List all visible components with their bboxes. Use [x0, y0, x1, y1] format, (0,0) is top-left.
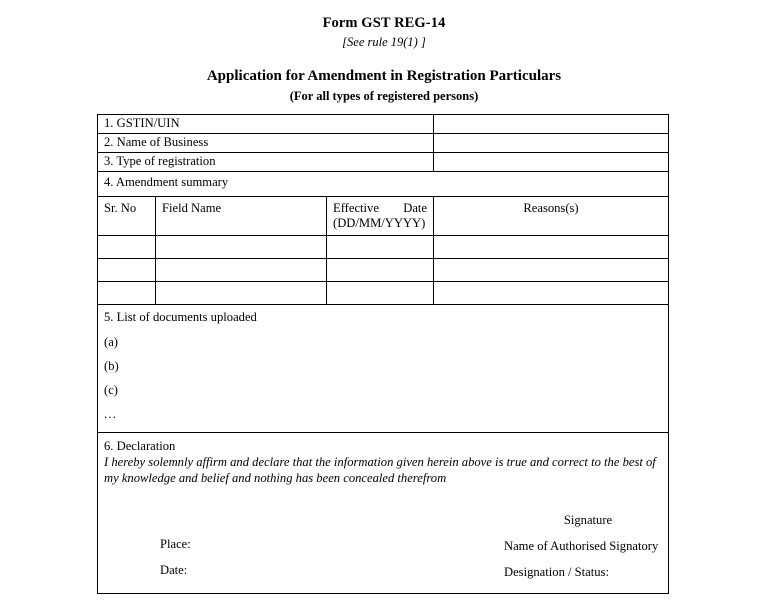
business-name-value	[434, 134, 668, 152]
gstin-value-cell[interactable]	[434, 115, 669, 134]
amendment-summary-heading-cell	[98, 172, 669, 197]
document-header	[0, 0, 768, 104]
cell-sr-no[interactable]	[98, 259, 156, 282]
cell-value-field-name	[156, 282, 326, 302]
signature-block	[104, 513, 662, 587]
declaration-text: I hereby solemnly affirm and declare that the information given herein above is true and correct to the best of my knowledge and belief and nothing has been concealed therefrom	[104, 455, 656, 486]
table-row-gstin	[98, 115, 669, 134]
form-table-container	[97, 114, 668, 594]
list-item: (a)	[104, 334, 118, 349]
authorised-signatory-label: Name of Authorised Signatory	[504, 539, 659, 554]
cell-value-field-name	[156, 259, 326, 279]
business-name-value-cell[interactable]	[434, 134, 669, 153]
column-header-effective-date: Effective Date	[333, 201, 427, 216]
gstin-label: 1. GSTIN/UIN	[104, 116, 180, 130]
documents-cell	[98, 305, 669, 433]
cell-field-name[interactable]	[156, 259, 327, 282]
column-header-sr-no-cell	[98, 197, 156, 236]
cell-reasons[interactable]	[434, 282, 669, 305]
page-title: Application for Amendment in Registration Particulars	[206, 68, 562, 84]
cell-value-sr-no	[98, 282, 155, 302]
documents-heading: 5. List of documents uploaded	[104, 310, 257, 325]
amendment-column-headers	[98, 197, 669, 236]
list-item-ellipsis: ...	[104, 406, 118, 421]
table-row-declaration	[98, 432, 669, 593]
date-label: Date:	[160, 563, 188, 578]
table-row	[98, 259, 669, 282]
cell-value-reasons	[434, 236, 668, 256]
cell-value-reasons	[434, 282, 668, 302]
cell-value-sr-no	[98, 236, 155, 256]
rule-reference: [See rule 19(1) ]	[342, 35, 426, 50]
registration-type-value-cell[interactable]	[434, 153, 669, 172]
table-row-amendment-summary-heading	[98, 172, 669, 197]
cell-field-name[interactable]	[156, 236, 327, 259]
business-name-label: 2. Name of Business	[104, 135, 209, 150]
column-header-field-name: Field Name	[162, 201, 222, 216]
table-row	[98, 282, 669, 305]
list-item: (c)	[104, 382, 118, 397]
cell-value-effective-date	[327, 259, 433, 279]
column-header-sr-no: Sr. No	[104, 201, 137, 216]
table-row-registration-type	[98, 153, 669, 172]
gstin-value	[434, 115, 668, 133]
cell-reasons[interactable]	[434, 236, 669, 259]
table-row-documents	[98, 305, 669, 433]
signature-label: Signature	[563, 513, 613, 528]
registration-amendment-table	[97, 114, 669, 594]
form-number: Form GST REG-14	[322, 15, 446, 31]
cell-field-name[interactable]	[156, 282, 327, 305]
cell-value-effective-date	[327, 282, 433, 302]
place-date-block	[160, 537, 191, 589]
signatory-block	[504, 513, 672, 591]
cell-reasons[interactable]	[434, 259, 669, 282]
list-item: (b)	[104, 358, 119, 373]
registration-type-value	[434, 153, 668, 171]
column-header-date-format: (DD/MM/YYYY)	[333, 216, 426, 231]
cell-value-sr-no	[98, 259, 155, 279]
declaration-heading: 6. Declaration	[104, 438, 176, 453]
designation-label: Designation / Status:	[504, 565, 609, 580]
column-header-reasons: Reasons(s)	[523, 201, 579, 216]
cell-value-effective-date	[327, 236, 433, 256]
registration-type-label-cell	[98, 153, 434, 172]
cell-effective-date[interactable]	[327, 236, 434, 259]
column-header-effective-date-cell	[327, 197, 434, 236]
cell-sr-no[interactable]	[98, 236, 156, 259]
cell-value-reasons	[434, 259, 668, 279]
cell-effective-date[interactable]	[327, 259, 434, 282]
column-header-field-name-cell	[156, 197, 327, 236]
amendment-summary-heading: 4. Amendment summary	[104, 175, 229, 190]
declaration-cell	[98, 432, 669, 593]
registration-type-label: 3. Type of registration	[104, 154, 216, 169]
cell-effective-date[interactable]	[327, 282, 434, 305]
cell-sr-no[interactable]	[98, 282, 156, 305]
business-name-label-cell	[98, 134, 434, 153]
table-row-business-name	[98, 134, 669, 153]
page-subtitle: (For all types of registered persons)	[289, 88, 479, 103]
table-row	[98, 236, 669, 259]
gstin-label-cell	[98, 115, 434, 134]
place-label: Place:	[160, 537, 191, 552]
cell-value-field-name	[156, 236, 326, 256]
column-header-reasons-cell	[434, 197, 669, 236]
